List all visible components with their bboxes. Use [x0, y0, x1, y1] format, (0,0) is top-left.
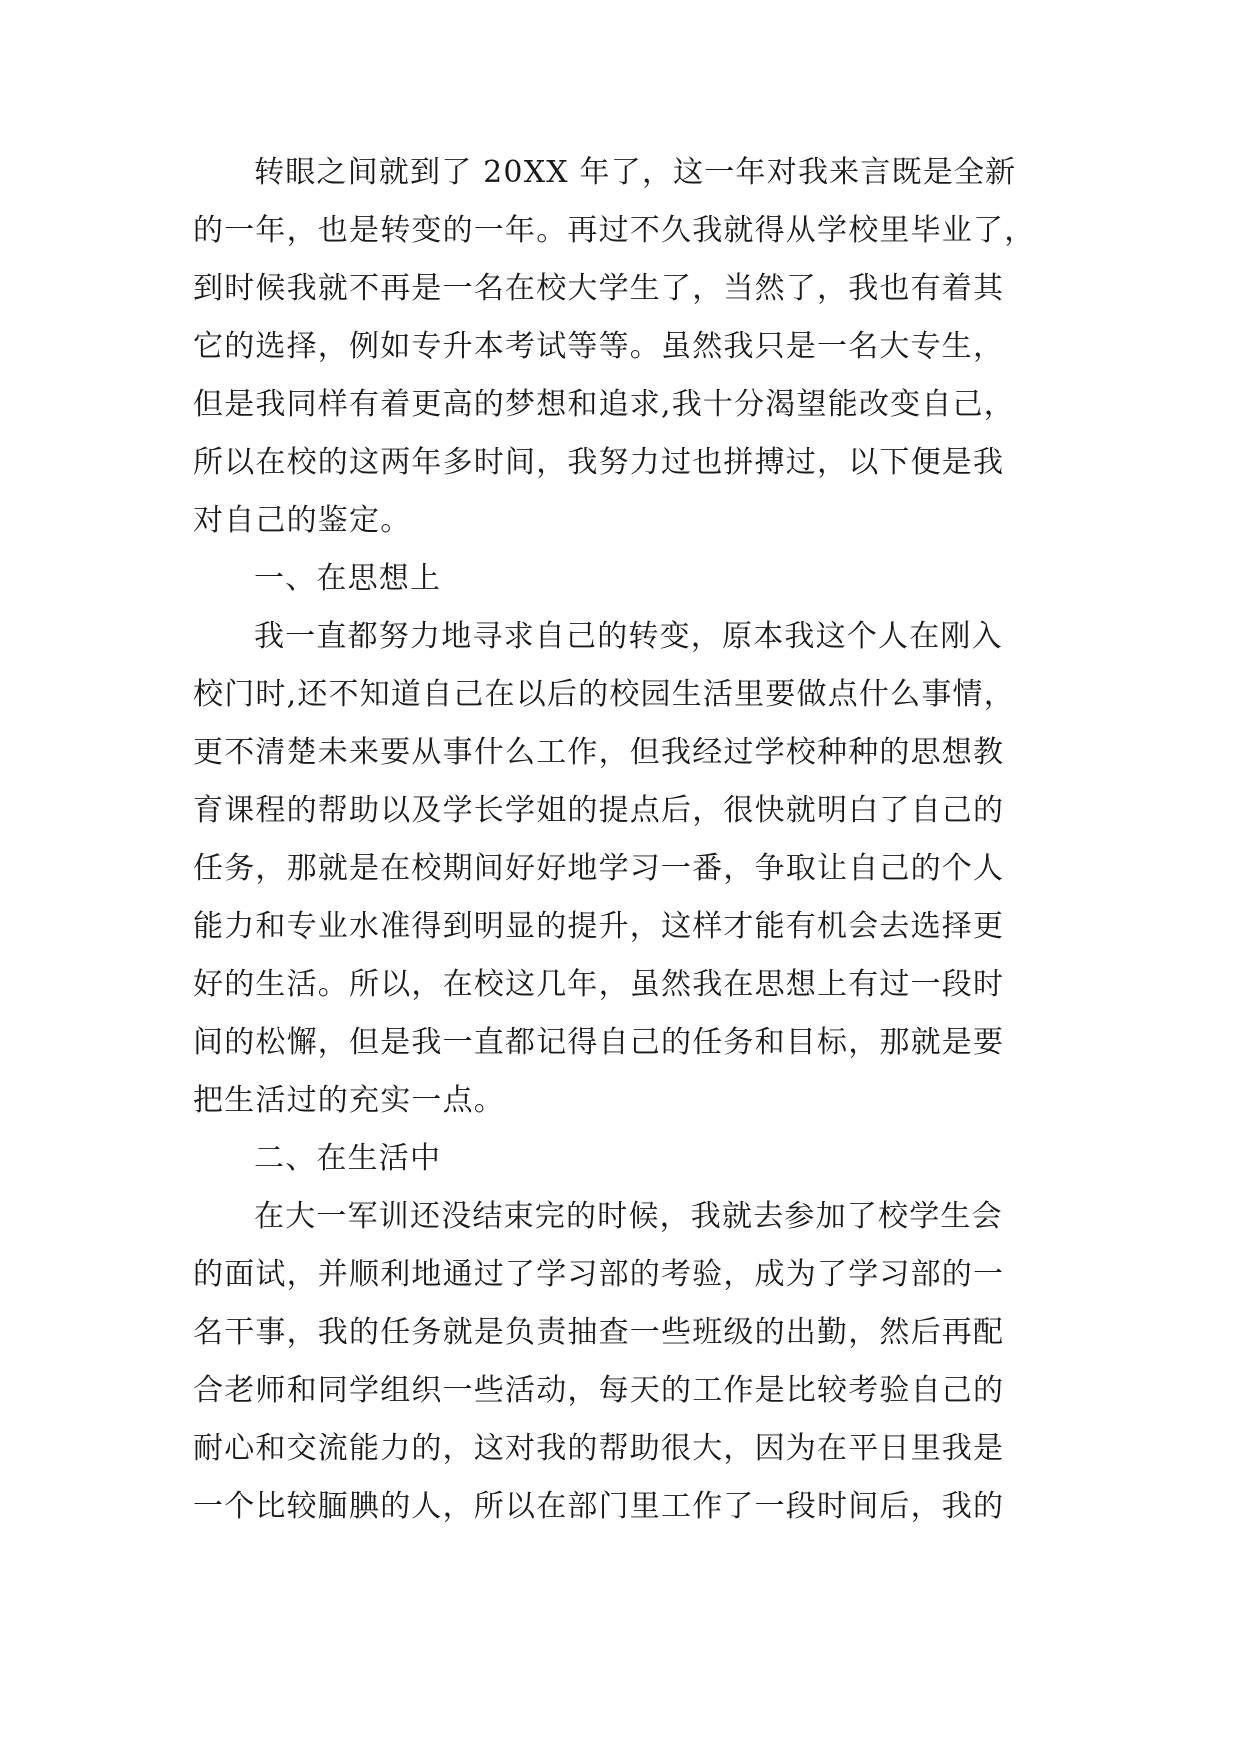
text-line: 到时候我就不再是一名在校大学生了，当然了，我也有着其: [193, 271, 1005, 306]
text-line: 名干事，我的任务就是负责抽查一些班级的出勤，然后再配: [193, 1315, 1005, 1350]
text-line: 我一直都努力地寻求自己的转变，原本我这个人在刚入: [254, 619, 1003, 654]
text-line: 合老师和同学组织一些活动，每天的工作是比较考验自己的: [193, 1373, 1005, 1408]
text-line: 好的生活。所以，在校这几年，虽然我在思想上有过一段时: [193, 967, 1005, 1002]
text-line: 在大一军训还没结束完的时候，我就去参加了校学生会: [254, 1199, 1003, 1234]
text-line: 更不清楚未来要从事什么工作，但我经过学校种种的思想教: [193, 735, 1005, 770]
text-line: 间的松懈，但是我一直都记得自己的任务和目标，那就是要: [193, 1025, 1005, 1060]
text-line: 所以在校的这两年多时间，我努力过也拼搏过，以下便是我: [193, 445, 1005, 480]
text-line: 的一年，也是转变的一年。再过不久我就得从学校里毕业了，: [193, 213, 1036, 248]
section-heading: 一、在思想上: [254, 561, 442, 596]
text-line: 它的选择，例如专升本考试等等。虽然我只是一名大专生，: [193, 329, 1005, 364]
text-line: 转眼之间就到了 20XX 年了，这一年对我来言既是全新: [254, 155, 1017, 190]
text-line: 的面试，并顺利地通过了学习部的考验，成为了学习部的一: [193, 1257, 1005, 1292]
text-line: 耐心和交流能力的，这对我的帮助很大，因为在平日里我是: [193, 1431, 1005, 1466]
section-heading: 二、在生活中: [254, 1141, 442, 1176]
text-line: 任务，那就是在校期间好好地学习一番，争取让自己的个人: [193, 851, 1005, 886]
text-line: 但是我同样有着更高的梦想和追求,我十分渴望能改变自己，: [193, 387, 1015, 422]
text-line: 校门时,还不知道自己在以后的校园生活里要做点什么事情，: [193, 677, 1015, 712]
text-line: 把生活过的充实一点。: [193, 1083, 505, 1118]
text-line: 育课程的帮助以及学长学姐的提点后，很快就明白了自己的: [193, 793, 1005, 828]
text-line: 对自己的鉴定。: [193, 503, 412, 538]
text-line: 能力和专业水准得到明显的提升，这样才能有机会去选择更: [193, 909, 1005, 944]
text-line: 一个比较腼腆的人，所以在部门里工作了一段时间后，我的: [193, 1489, 1005, 1524]
